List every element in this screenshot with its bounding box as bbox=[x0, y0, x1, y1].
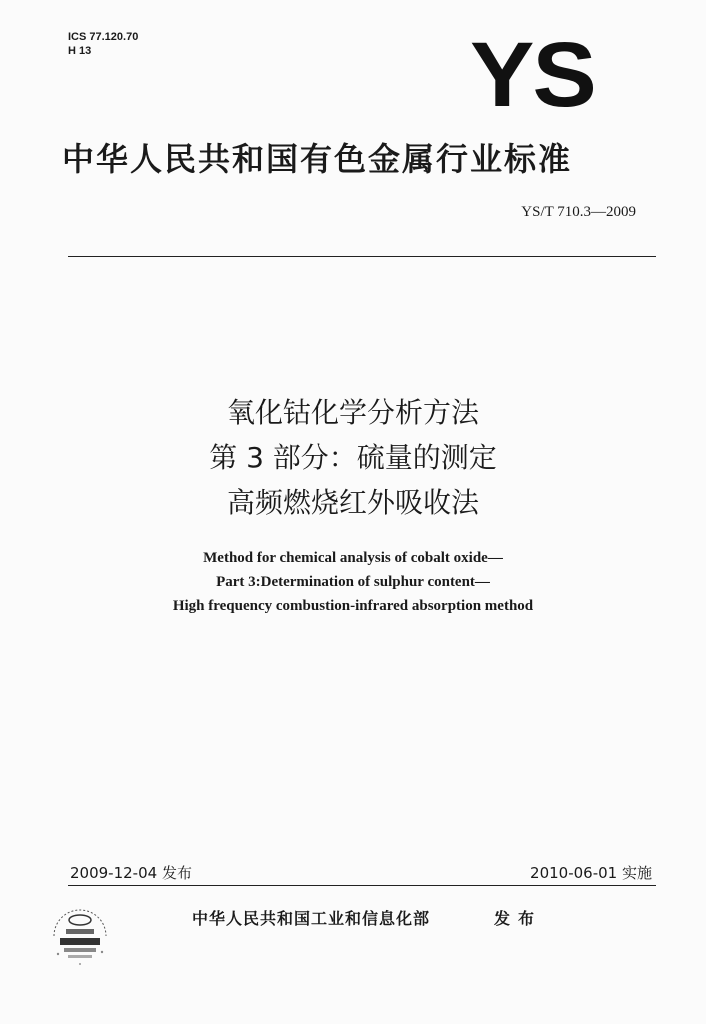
english-title-line-3: High frequency combustion-infrared absorption method bbox=[172, 598, 534, 614]
chinese-title bbox=[0, 390, 706, 525]
chinese-title-line-2: 第 3 部分：硫量的测定 bbox=[209, 441, 497, 474]
english-title bbox=[0, 546, 706, 618]
issue-label: 发布 bbox=[494, 909, 543, 928]
classification-codes bbox=[68, 30, 138, 58]
top-divider bbox=[68, 256, 656, 257]
chinese-title-line-3: 高频燃烧红外吸收法 bbox=[226, 486, 479, 519]
chinese-title-line-1: 氧化钴化学分析方法 bbox=[226, 396, 479, 429]
classification-code: H 13 bbox=[68, 45, 92, 57]
implementation-date: 2010-06-01 实施 bbox=[530, 864, 652, 882]
english-title-line-1: Method for chemical analysis of cobalt oxide— bbox=[203, 550, 503, 566]
organization-title: 中华人民共和国有色金属行业标准 bbox=[62, 140, 573, 178]
english-title-line-2: Part 3:Determination of sulphur content— bbox=[216, 574, 490, 590]
issue-date: 2009-12-04 发布 bbox=[70, 864, 192, 882]
ics-code: ICS 77.120.70 bbox=[68, 31, 139, 43]
bottom-divider bbox=[68, 885, 656, 886]
issuing-authority: 中华人民共和国工业和信息化部 bbox=[192, 909, 431, 928]
ys-logo: YS bbox=[470, 24, 595, 126]
publisher-seal-icon bbox=[44, 902, 116, 970]
standard-number: YS/T 710.3—2009 bbox=[521, 204, 636, 220]
